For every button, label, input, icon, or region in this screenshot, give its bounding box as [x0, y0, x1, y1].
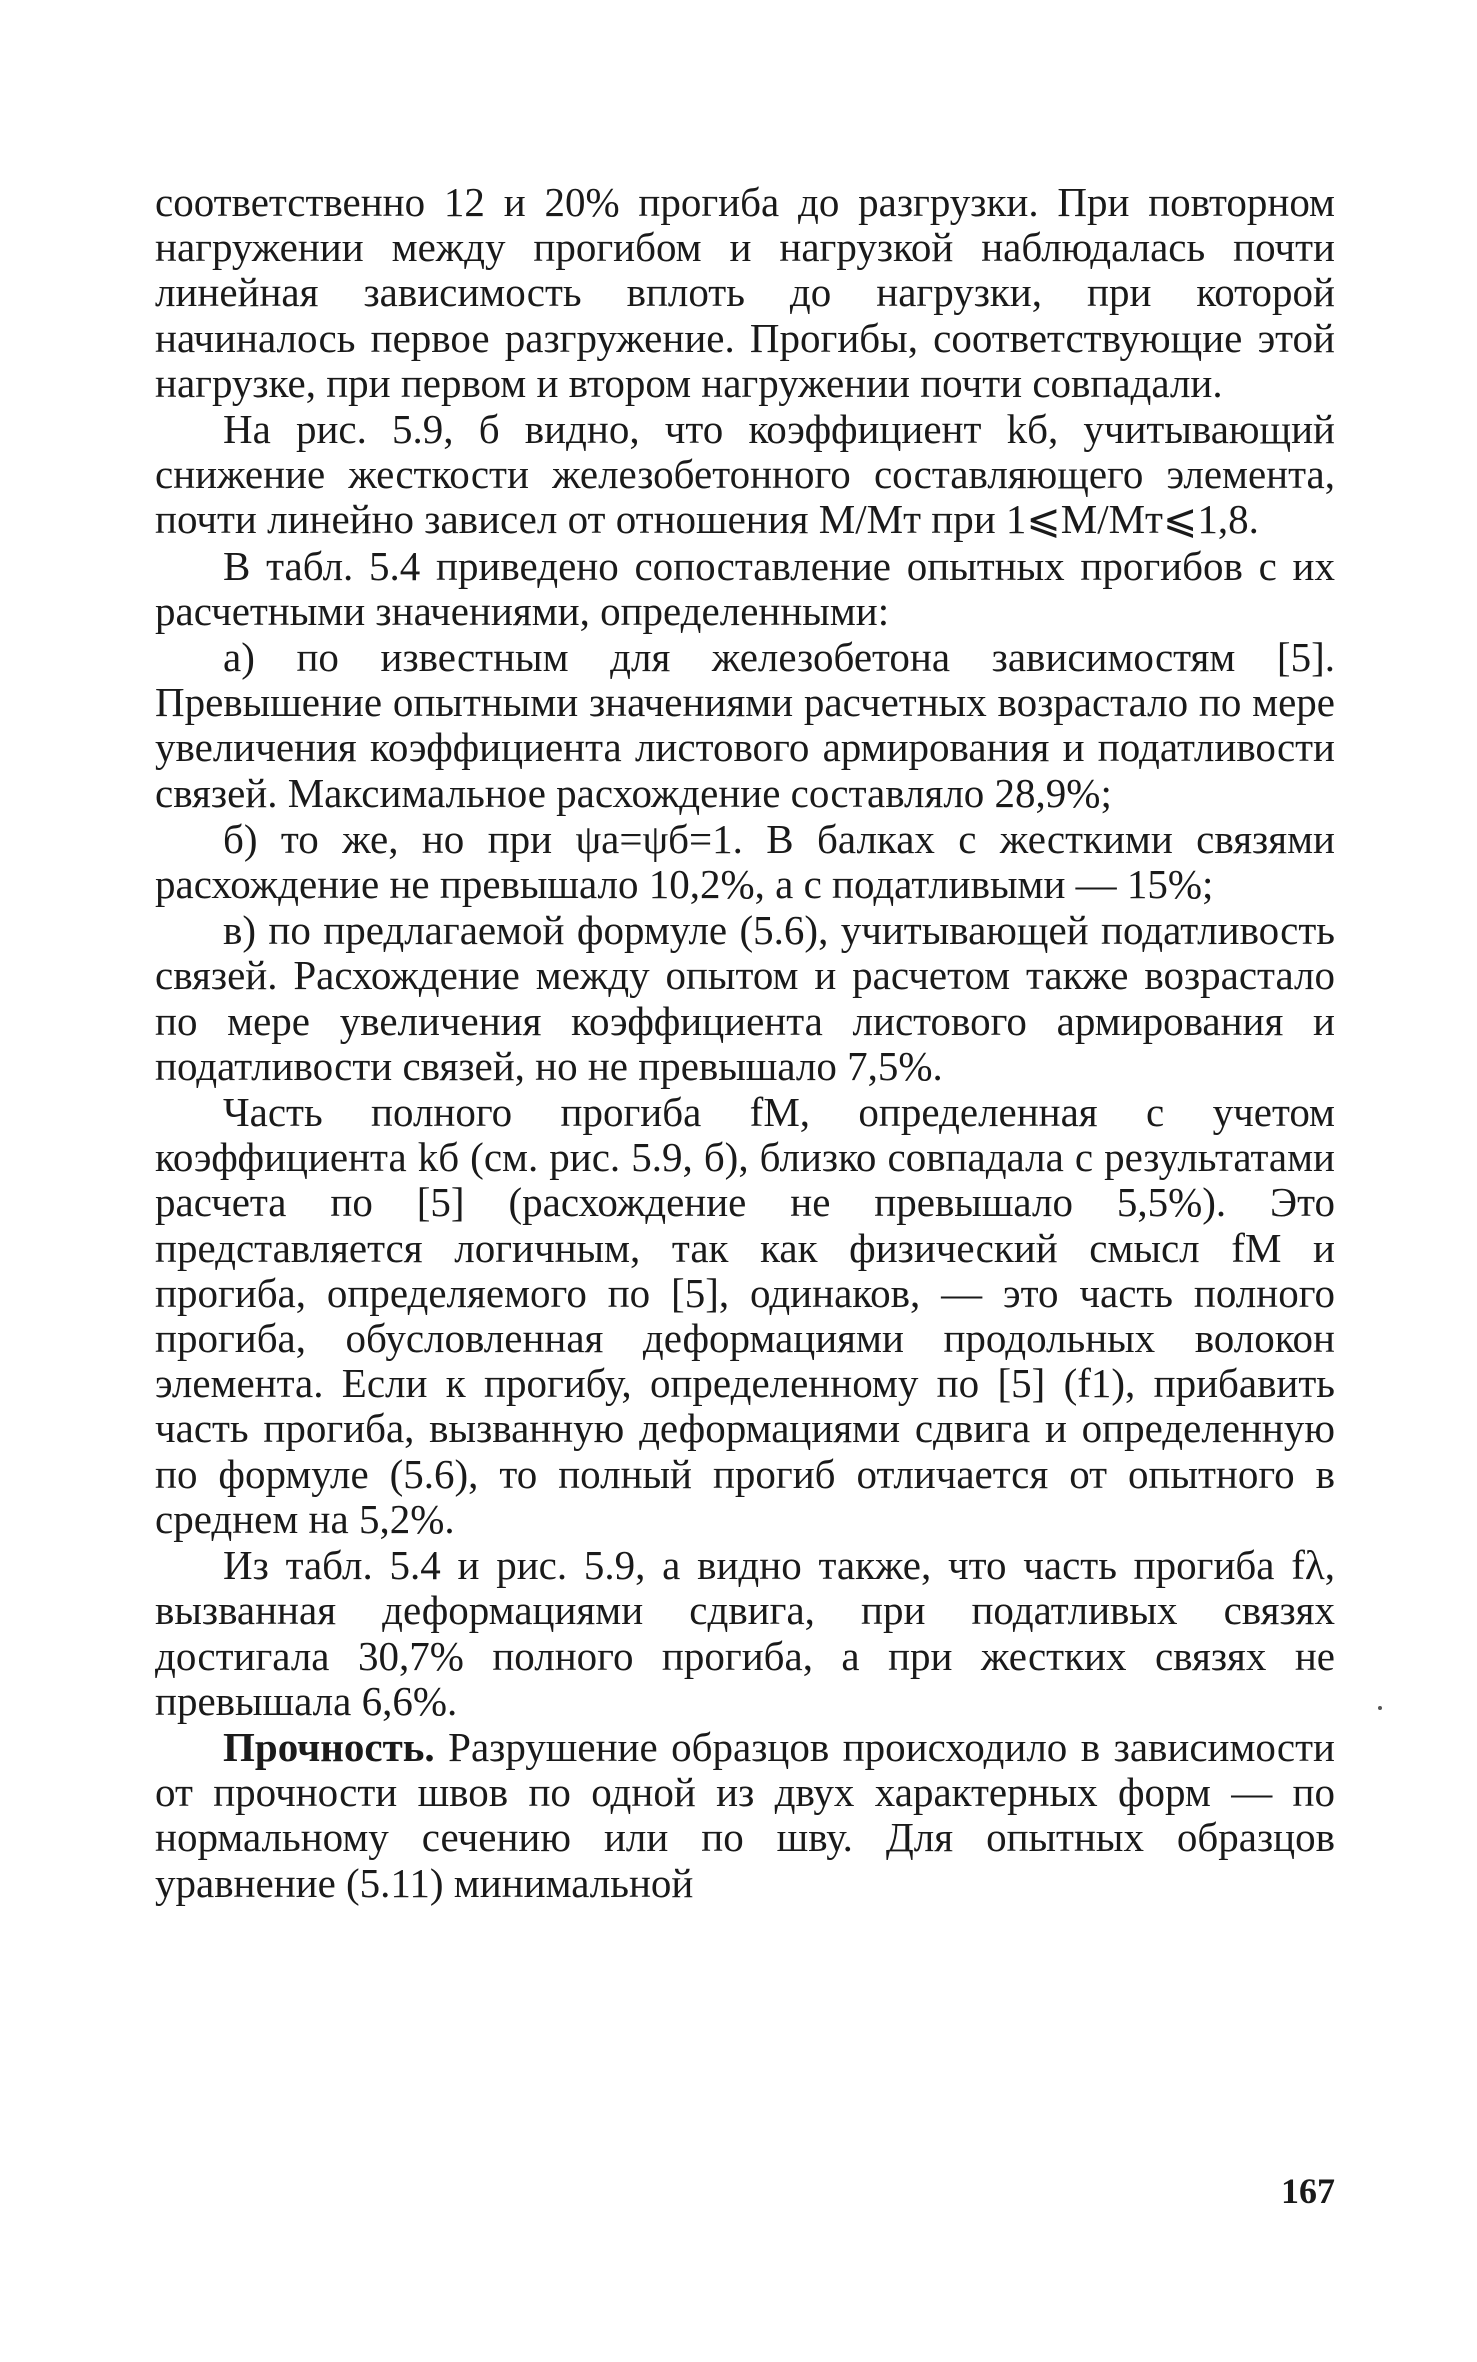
- page-number: 167: [1281, 2171, 1335, 2211]
- paragraph-coefficient-kb: На рис. 5.9, б видно, что коэффициент kб, учитывающий снижение жесткости железобетонного составляющего элемента, почти линейно зависел от отношения M/Mт при 1⩽M/Mт⩽1,8.: [155, 406, 1335, 543]
- paragraph-full-deflection: Часть полного прогиба fM, определенная с учетом коэффициента kб (см. рис. 5.9, б), близко совпадала с результатами расчета по [5] (расхождение не превышало 5,5%). Это представляется логичным, так как физический смысл fM и прогиба, определяемого по [5], одинаков, — это часть полного прогиба, обусловленная деформациями продольных волокон элемента. Если к прогибу, определенному по [5] (f1), прибавить часть прогиба, вызванную деформациями сдвига и определенную по формуле (5.6), то полный прогиб отличается от опытного в среднем на 5,2%.: [155, 1089, 1335, 1542]
- paragraph-strength-text: Разрушение образцов происходило в зависимости от прочности швов по одной из двух характерных форм — по нормальному сечению или по шву. Для опытных образцов уравнение (5.11) минимальной: [155, 1723, 1335, 1906]
- paragraph-shear-deflection: Из табл. 5.4 и рис. 5.9, а видно также, что часть прогиба fλ, вызванная деформациями сдвига, при податливых связях достигала 30,7% полного прогиба, а при жестких связях не превышала 6,6%.: [155, 1542, 1335, 1724]
- list-item-c: в) по предлагаемой формуле (5.6), учитывающей податливость связей. Расхождение между опытом и расчетом также возрастало по мере увеличения коэффициента листового армирования и податливости связей, но не превышало 7,5%.: [155, 907, 1335, 1089]
- paragraph-strength: [155, 1725, 1335, 1906]
- paragraph-table-comparison: В табл. 5.4 приведено сопоставление опытных прогибов с их расчетными значениями, определенными:: [155, 542, 1335, 634]
- paragraph-continuation: соответственно 12 и 20% прогиба до разгрузки. При повторном нагружении между прогибом и нагрузкой наблюдалась почти линейная зависимость вплоть до нагрузки, при которой начиналось первое разгружение. Прогибы, соответствующие этой нагрузке, при первом и втором нагружении почти совпадали.: [155, 179, 1335, 406]
- list-item-b: б) то же, но при ψа=ψб=1. В балках с жесткими связями расхождение не превышало 10,2%, а с податливыми — 15%;: [155, 815, 1335, 908]
- section-heading-strength: Прочность.: [223, 1723, 435, 1770]
- margin-dot: [1378, 1706, 1382, 1710]
- list-item-a: а) по известным для железобетона зависимостям [5]. Превышение опытными значениями расчетных возрастало по мере увеличения коэффициента листового армирования и податливости связей. Максимальное расхождение составляло 28,9%;: [155, 634, 1335, 816]
- page-body: [155, 180, 1335, 1906]
